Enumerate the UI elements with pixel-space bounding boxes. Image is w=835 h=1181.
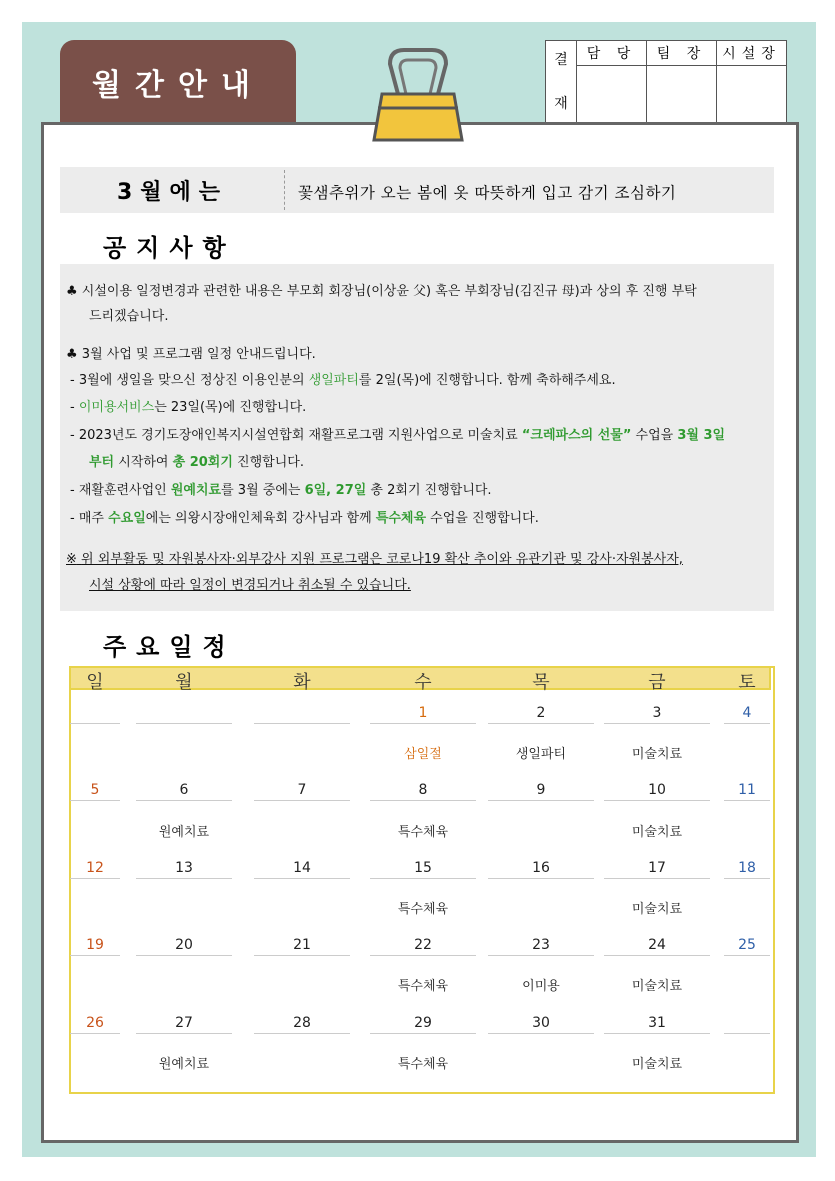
calendar-event: 원예치료 bbox=[158, 1057, 210, 1072]
notice-item-1: ♣ 시설이용 일정변경과 관련한 내용은 부모회 회장님(이상윤 父) 혹은 부회장님(김진규 母)과 상의 후 진행 부탁 bbox=[66, 284, 697, 299]
calendar-cell-underline bbox=[724, 800, 770, 801]
approval-header-staff: 담 당 bbox=[577, 41, 647, 66]
calendar-day-number[interactable]: 10 bbox=[648, 782, 666, 798]
calendar-day-number[interactable]: 18 bbox=[738, 860, 756, 876]
binder-clip-icon bbox=[368, 42, 468, 142]
notice-line-art-therapy: - 2023년도 경기도장애인복지시설연합회 재활프로그램 지원사업으로 미술치료 “크레파스의 선물” 수업을 3월 3일 bbox=[70, 428, 726, 443]
calendar-event: 특수체육 bbox=[397, 1057, 449, 1072]
calendar-cell-underline bbox=[70, 878, 120, 879]
calendar-day-number[interactable]: 2 bbox=[536, 705, 546, 721]
calendar-cell-underline bbox=[136, 955, 232, 956]
approval-label: 결 재 bbox=[546, 41, 577, 124]
calendar-cell-underline bbox=[136, 723, 232, 724]
calendar-section-title: 주요일정 bbox=[103, 633, 236, 661]
calendar-cell-underline bbox=[254, 878, 350, 879]
calendar-day-number[interactable]: 23 bbox=[532, 937, 550, 953]
notice-item-2-title: ♣ 3월 사업 및 프로그램 일정 안내드립니다. bbox=[66, 347, 316, 362]
calendar-cell-underline bbox=[604, 1033, 710, 1034]
notice-line-pe: - 매주 수요일에는 의왕시장애인체육회 강사님과 함께 특수체육 수업을 진행합니다. bbox=[70, 511, 539, 526]
notice-line-haircut: - 이미용서비스는 23일(목)에 진행합니다. bbox=[70, 400, 307, 415]
calendar-cell-underline bbox=[370, 955, 476, 956]
notice-disclaimer-cont: 시설 상황에 따라 일정이 변경되거나 취소될 수 있습니다. bbox=[89, 578, 411, 593]
notice-disclaimer: ※ 위 외부활동 및 자원봉사자·외부강사 지원 프로그램은 코로나19 확산 추이와 유관기관 및 강사·자원봉사자, bbox=[66, 552, 683, 567]
calendar-day-number[interactable]: 3 bbox=[652, 705, 662, 721]
approval-sign-director[interactable] bbox=[717, 66, 787, 124]
approval-sign-team-lead[interactable] bbox=[647, 66, 717, 124]
calendar-cell-underline bbox=[136, 1033, 232, 1034]
calendar-cell-underline bbox=[724, 723, 770, 724]
calendar-cell-underline bbox=[370, 878, 476, 879]
calendar-day-number[interactable]: 8 bbox=[418, 782, 428, 798]
page-title: 월간안내 bbox=[92, 68, 264, 103]
calendar-day-number[interactable]: 13 bbox=[175, 860, 193, 876]
calendar-cell-underline bbox=[70, 955, 120, 956]
calendar-day-number[interactable]: 24 bbox=[648, 937, 666, 953]
calendar-event: 미술치료 bbox=[631, 902, 683, 917]
calendar-day-number[interactable]: 15 bbox=[414, 860, 432, 876]
notice-line-birthday: - 3월에 생일을 맞으신 정상진 이용인분의 생일파티를 2일(목)에 진행합니다. 함께 축하해주세요. bbox=[70, 373, 616, 388]
weekday-header: 금 bbox=[648, 672, 666, 693]
calendar-cell-underline bbox=[370, 800, 476, 801]
calendar-cell-underline bbox=[70, 723, 120, 724]
calendar-cell-underline bbox=[604, 723, 710, 724]
calendar-cell-underline bbox=[136, 800, 232, 801]
calendar-cell-underline bbox=[488, 1033, 594, 1034]
calendar-day-number[interactable]: 12 bbox=[86, 860, 104, 876]
calendar-cell-underline bbox=[604, 955, 710, 956]
calendar-day-number[interactable]: 4 bbox=[742, 705, 752, 721]
calendar-day-number[interactable]: 6 bbox=[179, 782, 189, 798]
calendar-event: 미술치료 bbox=[631, 747, 683, 762]
club-bullet-icon: ♣ bbox=[66, 284, 78, 299]
calendar-day-number[interactable]: 20 bbox=[175, 937, 193, 953]
weekday-header: 월 bbox=[175, 672, 193, 693]
calendar-cell-underline bbox=[604, 878, 710, 879]
calendar-cell-underline bbox=[70, 800, 120, 801]
approval-box bbox=[545, 40, 787, 124]
calendar-day-number[interactable]: 22 bbox=[414, 937, 432, 953]
calendar-day-number[interactable]: 11 bbox=[738, 782, 756, 798]
calendar-event: 이미용 bbox=[522, 979, 560, 994]
weekday-header: 수 bbox=[414, 672, 432, 693]
calendar-day-number[interactable]: 29 bbox=[414, 1015, 432, 1031]
calendar-day-number[interactable]: 28 bbox=[293, 1015, 311, 1031]
calendar-cell-underline bbox=[370, 723, 476, 724]
calendar-event: 삼일절 bbox=[404, 747, 442, 762]
calendar-cell-underline bbox=[136, 878, 232, 879]
calendar-event: 미술치료 bbox=[631, 979, 683, 994]
calendar-day-number[interactable]: 16 bbox=[532, 860, 550, 876]
weekday-header: 화 bbox=[293, 672, 311, 693]
notice-item-1-cont: 드리겠습니다. bbox=[89, 309, 169, 324]
notice-line-gardening: - 재활훈련사업인 원예치료를 3월 중에는 6일, 27일 총 2회기 진행합니다. bbox=[70, 483, 492, 498]
calendar-cell-underline bbox=[254, 800, 350, 801]
calendar-cell-underline bbox=[370, 1033, 476, 1034]
calendar-cell-underline bbox=[254, 1033, 350, 1034]
calendar-day-number[interactable]: 30 bbox=[532, 1015, 550, 1031]
calendar-day-number[interactable]: 17 bbox=[648, 860, 666, 876]
calendar-cell-underline bbox=[724, 878, 770, 879]
notice-section-title: 공지사항 bbox=[103, 234, 236, 262]
calendar-cell-underline bbox=[604, 800, 710, 801]
weekday-header: 목 bbox=[532, 672, 550, 693]
calendar-event: 특수체육 bbox=[397, 979, 449, 994]
calendar-day-number[interactable]: 25 bbox=[738, 937, 756, 953]
calendar-cell-underline bbox=[488, 723, 594, 724]
calendar-cell-underline bbox=[488, 955, 594, 956]
calendar-event: 원예치료 bbox=[158, 825, 210, 840]
notice-line-art-therapy-cont: 부터 시작하여 총 20회기 진행합니다. bbox=[89, 455, 304, 470]
calendar-event: 특수체육 bbox=[397, 825, 449, 840]
calendar-cell-underline bbox=[488, 878, 594, 879]
calendar-day-number[interactable]: 14 bbox=[293, 860, 311, 876]
month-divider bbox=[284, 170, 285, 210]
calendar-day-number[interactable]: 7 bbox=[297, 782, 307, 798]
calendar-event: 생일파티 bbox=[515, 747, 567, 762]
calendar-cell-underline bbox=[254, 723, 350, 724]
club-bullet-icon: ♣ bbox=[66, 347, 78, 362]
approval-sign-staff[interactable] bbox=[577, 66, 647, 124]
calendar-cell-underline bbox=[254, 955, 350, 956]
calendar-day-number[interactable]: 26 bbox=[86, 1015, 104, 1031]
calendar-day-number[interactable]: 27 bbox=[175, 1015, 193, 1031]
calendar-cell-underline bbox=[724, 955, 770, 956]
weekday-header: 일 bbox=[86, 672, 104, 693]
approval-header-team-lead: 팀 장 bbox=[647, 41, 717, 66]
weekday-header: 토 bbox=[738, 672, 756, 693]
calendar-day-number[interactable]: 31 bbox=[648, 1015, 666, 1031]
approval-header-director: 시설장 bbox=[717, 41, 787, 66]
calendar-cell-underline bbox=[724, 1033, 770, 1034]
calendar-day-number[interactable]: 5 bbox=[90, 782, 100, 798]
calendar-day-number[interactable]: 21 bbox=[293, 937, 311, 953]
calendar-event: 미술치료 bbox=[631, 825, 683, 840]
calendar-day-number[interactable]: 19 bbox=[86, 937, 104, 953]
month-label: 3월에는 bbox=[116, 180, 229, 205]
calendar-day-number[interactable]: 1 bbox=[418, 705, 428, 721]
calendar-event: 특수체육 bbox=[397, 902, 449, 917]
month-message: 꽃샘추위가 오는 봄에 옷 따뜻하게 입고 감기 조심하기 bbox=[298, 184, 677, 202]
calendar-cell-underline bbox=[70, 1033, 120, 1034]
calendar-day-number[interactable]: 9 bbox=[536, 782, 546, 798]
calendar-event: 미술치료 bbox=[631, 1057, 683, 1072]
calendar-cell-underline bbox=[488, 800, 594, 801]
